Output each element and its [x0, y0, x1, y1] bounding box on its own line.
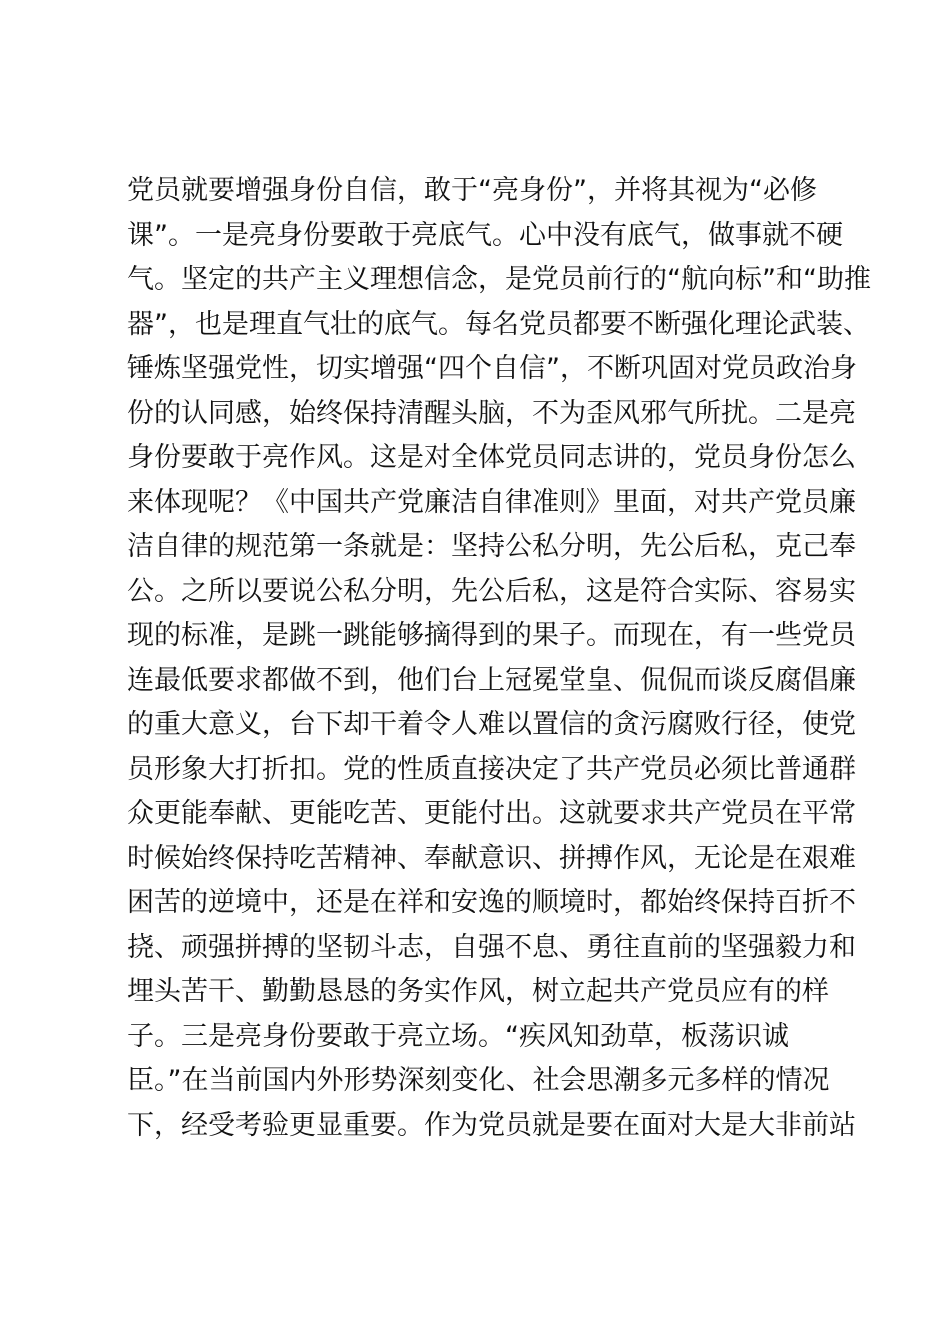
text-line-5: 锤炼坚强党性，切实增强“四个自信”，不断巩固对党员政治身: [127, 353, 857, 384]
text-line-19: 埋头苦干、勤勤恳恳的务实作风，树立起共产党员应有的样: [127, 976, 829, 1007]
text-line-9: 洁自律的规范第一条就是：坚持公私分明，先公后私，克己奉: [127, 531, 856, 562]
text-line-14: 员形象大打折扣。党的性质直接决定了共产党员必须比普通群: [127, 753, 856, 785]
text-line-7: 身份要敢于亮作风。这是对全体党员同志讲的，党员身份怎么: [127, 442, 856, 473]
text-line-17: 困苦的逆境中，还是在祥和安逸的顺境时，都始终保持百折不: [127, 887, 856, 918]
text-line-6: 份的认同感，始终保持清醒头脑，不为歪风邪气所扰。二是亮: [127, 397, 856, 429]
text-line-16: 时候始终保持吃苦精神、奉献意识、拼搏作风，无论是在艰难: [127, 842, 856, 874]
text-line-12: 连最低要求都做不到，他们台上冠冕堂皇、侃侃而谈反腐倡廉: [127, 664, 856, 696]
text-line-21: 臣。”在当前国内外形势深刻变化、社会思潮多元多样的情况: [127, 1065, 830, 1096]
text-line-20: 子。三是亮身份要敢于亮立场。“疾风知劲草，板荡识诚: [127, 1020, 789, 1052]
text-line-4: 器”，也是理直气壮的底气。每名党员都要不断强化理论武装、: [127, 308, 870, 340]
text-line-13: 的重大意义，台下却干着令人难以置信的贪污腐败行径，使党: [127, 709, 856, 740]
text-line-2: 课”。一是亮身份要敢于亮底气。心中没有底气，做事就不硬: [127, 219, 843, 251]
text-line-18: 挠、顽强拼搏的坚韧斗志，自强不息、勇往直前的坚强毅力和: [127, 931, 856, 963]
text-line-11: 现的标准，是跳一跳能够摘得到的果子。而现在，有一些党员: [127, 620, 856, 651]
text-line-1: 党员就要增强身份自信，敢于“亮身份”，并将其视为“必修: [127, 175, 817, 206]
text-line-3: 气。坚定的共产主义理想信念，是党员前行的“航向标”和“助推: [127, 264, 871, 295]
text-line-8: 来体现呢？《中国共产党廉洁自律准则》里面，对共产党员廉: [127, 486, 856, 518]
text-line-22: 下，经受考验更显重要。作为党员就是要在面对大是大非前站: [127, 1109, 856, 1141]
text-line-10: 公。之所以要说公私分明，先公后私，这是符合实际、容易实: [127, 575, 856, 607]
text-line-15: 众更能奉献、更能吃苦、更能付出。这就要求共产党员在平常: [127, 798, 856, 829]
body-paragraph: [127, 169, 871, 1148]
